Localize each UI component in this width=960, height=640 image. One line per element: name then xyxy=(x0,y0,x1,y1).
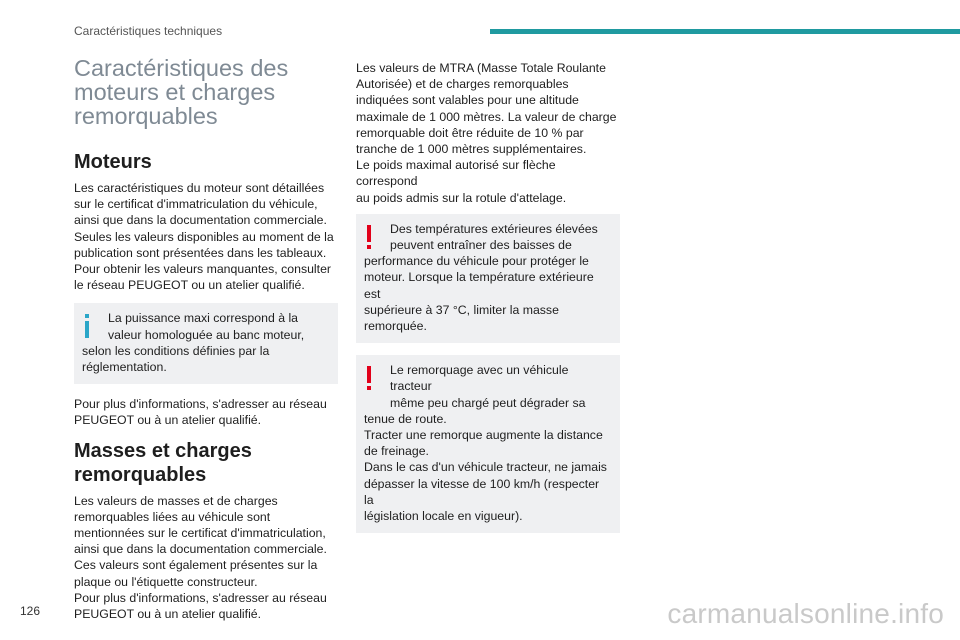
text-line: réglementation. xyxy=(82,360,167,375)
text-line: performance du véhicule pour protéger le xyxy=(364,254,589,269)
text-line: au poids admis sur la rotule d'attelage. xyxy=(356,190,567,205)
warning-icon xyxy=(367,366,371,390)
text-line: indiquées sont valables pour une altitude xyxy=(356,93,579,108)
moteurs-body xyxy=(74,180,338,293)
section-title-masses xyxy=(74,439,338,487)
chapter-title-line: Caractéristiques des xyxy=(74,55,289,81)
warning-icon xyxy=(367,225,371,249)
text-line: ainsi que dans la documentation commerciale. xyxy=(74,542,327,557)
warning-note-towing xyxy=(356,355,620,533)
text-line: maximale de 1 000 mètres. La valeur de charge xyxy=(356,109,617,124)
text-line: Seules les valeurs disponibles au moment de la xyxy=(74,229,334,244)
section-title-moteurs: Moteurs xyxy=(74,151,152,173)
info-note-text xyxy=(82,310,330,375)
left-column xyxy=(74,56,338,622)
section-title-line: remorquables xyxy=(74,463,207,486)
text-line: de freinage. xyxy=(364,444,429,459)
mtra-intro xyxy=(356,60,620,206)
text-line: même peu chargé peut dégrader sa xyxy=(390,395,586,410)
text-line: Dans le cas d'un véhicule tracteur, ne jamais xyxy=(364,460,607,475)
text-line: remorquée. xyxy=(364,319,427,334)
masses-body xyxy=(74,493,338,623)
text-line: le réseau PEUGEOT ou un atelier qualifié. xyxy=(74,278,305,293)
section-title-line: Masses et charges xyxy=(74,439,252,462)
text-line: valeur homologuée au banc moteur, xyxy=(108,327,305,342)
text-line: Le remorquage avec un véhicule tracteur xyxy=(390,363,569,394)
text-line: remorquable doit être réduite de 10 % par xyxy=(356,125,584,140)
text-line: La puissance maxi correspond à la xyxy=(108,311,299,326)
text-line: Des températures extérieures élevées xyxy=(390,221,598,236)
text-line: peuvent entraîner des baisses de xyxy=(390,238,572,253)
watermark: carmanualsonline.info xyxy=(667,598,944,629)
text-line: Tracter une remorque augmente la distance xyxy=(364,428,603,443)
text-line: ainsi que dans la documentation commerciale. xyxy=(74,213,327,228)
text-line: Autorisée) et de charges remorquables xyxy=(356,77,569,92)
info-note xyxy=(74,303,338,384)
warning-note-text xyxy=(364,221,612,334)
header-accent-bar xyxy=(490,29,960,34)
text-line: moteur. Lorsque la température extérieure est xyxy=(364,270,594,301)
text-line: Les caractéristiques du moteur sont détaillées xyxy=(74,181,325,195)
chapter-title-line: moteurs et charges xyxy=(74,79,276,105)
text-line: mentionnées sur le certificat d'immatriculation, xyxy=(74,526,326,541)
text-line: Pour plus d'informations, s'adresser au réseau xyxy=(74,397,327,412)
text-line: Les valeurs de masses et de charges xyxy=(74,493,278,508)
text-line: remorquables liées au véhicule sont xyxy=(74,509,271,524)
text-line: supérieure à 37 °C, limiter la masse xyxy=(364,302,559,317)
text-line: Pour obtenir les valeurs manquantes, consulter xyxy=(74,262,332,277)
warning-note-text xyxy=(364,362,612,524)
text-line: PEUGEOT ou à un atelier qualifié. xyxy=(74,607,262,622)
text-line: dépasser la vitesse de 100 km/h (respecter la xyxy=(364,476,600,507)
right-column xyxy=(356,60,620,545)
running-header-title: Caractéristiques techniques xyxy=(74,24,223,38)
text-line: tranche de 1 000 mètres supplémentaires. xyxy=(356,142,587,157)
text-line: Ces valeurs sont également présentes sur la xyxy=(74,558,318,573)
text-line: Le poids maximal autorisé sur flèche correspond xyxy=(356,158,556,189)
text-line: Les valeurs de MTRA (Masse Totale Roulante xyxy=(356,61,606,75)
moteurs-after-note xyxy=(74,396,338,428)
info-icon xyxy=(85,314,89,338)
text-line: publication sont présentées dans les tableaux. xyxy=(74,245,327,260)
text-line: sur le certificat d'immatriculation du véhicule, xyxy=(74,197,318,212)
text-line: PEUGEOT ou à un atelier qualifié. xyxy=(74,413,262,428)
chapter-title xyxy=(74,56,338,128)
text-line: selon les conditions définies par la xyxy=(82,343,270,358)
text-line: plaque ou l'étiquette constructeur. xyxy=(74,574,258,589)
text-line: Pour plus d'informations, s'adresser au réseau xyxy=(74,590,327,605)
text-line: tenue de route. xyxy=(364,411,447,426)
text-line: législation locale en vigueur). xyxy=(364,509,523,524)
page-number: 126 xyxy=(20,604,41,618)
chapter-title-line: remorquables xyxy=(74,103,218,129)
warning-note-temperature xyxy=(356,214,620,343)
